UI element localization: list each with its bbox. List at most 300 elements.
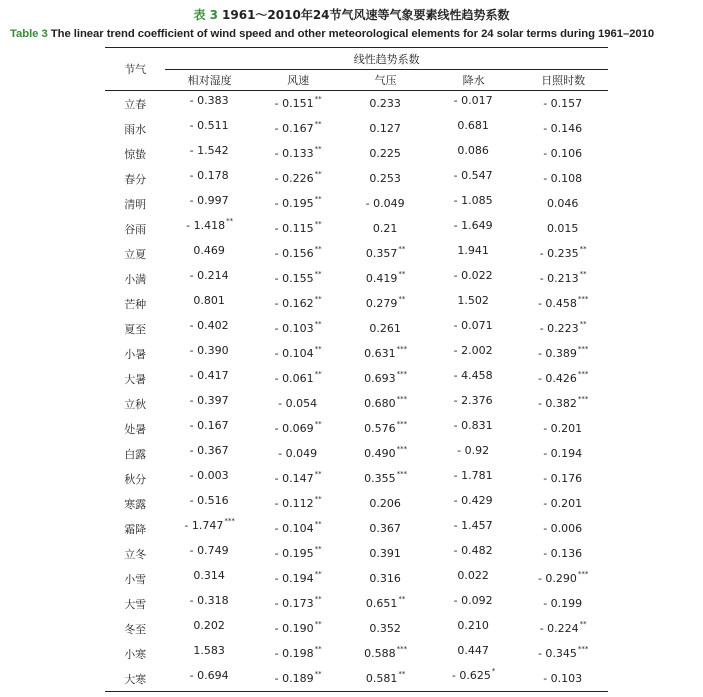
coefficient-value xyxy=(540,247,587,260)
wind-speed-cell xyxy=(254,616,343,641)
relative-humidity-cell xyxy=(165,641,254,666)
significance-marker: ** xyxy=(314,620,322,628)
coefficient-value xyxy=(364,347,407,360)
coefficient-value xyxy=(275,347,322,360)
wind-speed-cell xyxy=(254,116,343,141)
sunshine-hours-cell xyxy=(518,441,608,466)
coefficient-value xyxy=(366,272,406,285)
wind-speed-cell xyxy=(254,266,343,291)
relative-humidity-cell xyxy=(165,341,254,366)
air-pressure-cell xyxy=(342,316,428,341)
relative-humidity-cell xyxy=(165,366,254,391)
coefficient-number: 0.022 xyxy=(457,569,489,582)
coefficient-number: - 0.458 xyxy=(537,297,577,310)
coefficient-number: - 0.92 xyxy=(457,444,490,457)
significance-marker: ** xyxy=(398,295,406,303)
coefficient-value xyxy=(454,319,494,332)
coefficient-value xyxy=(275,172,322,185)
relative-humidity-cell xyxy=(165,516,254,541)
coefficient-number: - 0.547 xyxy=(453,169,493,182)
wind-speed-cell xyxy=(254,216,343,241)
precipitation-cell xyxy=(429,591,519,616)
coefficient-number: 0.206 xyxy=(369,497,401,510)
significance-marker: *** xyxy=(396,420,408,428)
coefficient-number: - 0.167 xyxy=(274,122,314,135)
table-row xyxy=(105,641,608,666)
coefficient-number: - 0.156 xyxy=(274,247,314,260)
coefficient-number: - 1.781 xyxy=(453,469,493,482)
coefficient-number: 0.046 xyxy=(546,197,579,210)
coefficient-number: 0.352 xyxy=(369,622,401,635)
significance-marker: *** xyxy=(577,345,589,353)
wind-speed-cell xyxy=(254,366,343,391)
coefficient-value xyxy=(366,197,406,210)
coefficient-value xyxy=(193,294,226,307)
coefficient-number: - 1.457 xyxy=(453,519,493,532)
significance-marker: ** xyxy=(314,195,322,203)
precipitation-cell xyxy=(429,291,519,316)
significance-marker: *** xyxy=(396,445,408,453)
precipitation-cell xyxy=(429,116,519,141)
coefficient-number: - 0.194 xyxy=(543,447,583,460)
trend-coefficient-table xyxy=(105,47,608,692)
table-row xyxy=(105,466,608,491)
coefficient-value xyxy=(364,397,407,410)
coefficient-number: - 0.104 xyxy=(274,347,314,360)
coefficient-value xyxy=(364,447,407,460)
air-pressure-cell xyxy=(342,466,428,491)
coefficient-value xyxy=(538,347,588,360)
coefficient-value xyxy=(278,447,318,460)
coefficient-number: - 0.235 xyxy=(539,247,579,260)
coefficient-number: 0.651 xyxy=(365,597,398,610)
precipitation-cell xyxy=(429,91,519,117)
coefficient-value xyxy=(540,322,587,335)
coefficient-number: - 1.542 xyxy=(189,144,229,157)
sunshine-hours-cell xyxy=(518,141,608,166)
coefficient-number: 1.502 xyxy=(457,294,489,307)
solar-term-cell: 清明 xyxy=(124,197,147,211)
coefficient-number: - 0.198 xyxy=(274,647,314,660)
coefficient-number: 0.316 xyxy=(369,572,401,585)
solar-term-cell: 秋分 xyxy=(124,472,147,486)
coefficient-number: 0.490 xyxy=(364,447,396,460)
coefficient-value xyxy=(543,472,583,485)
coefficient-number: - 0.417 xyxy=(189,369,229,382)
air-pressure-cell xyxy=(342,616,428,641)
coefficient-value xyxy=(452,669,495,682)
coefficient-value xyxy=(275,622,322,635)
coefficient-value xyxy=(543,597,583,610)
coefficient-value xyxy=(547,197,580,210)
significance-marker: ** xyxy=(579,270,587,278)
coefficient-value xyxy=(454,594,494,607)
coefficient-number: - 0.694 xyxy=(189,669,229,682)
coefficient-number: - 0.049 xyxy=(365,197,405,210)
header-precipitation: 降水 xyxy=(429,70,519,91)
coefficient-number: - 0.136 xyxy=(543,547,583,560)
wind-speed-cell xyxy=(254,466,343,491)
coefficient-value xyxy=(275,497,322,510)
sunshine-hours-cell xyxy=(518,116,608,141)
coefficient-number: - 0.103 xyxy=(543,672,583,685)
coefficient-number: - 0.397 xyxy=(189,394,229,407)
coefficient-number: 0.447 xyxy=(457,644,489,657)
table-row xyxy=(105,441,608,466)
coefficient-value xyxy=(366,247,406,260)
coefficient-value xyxy=(369,622,402,635)
sunshine-hours-cell xyxy=(518,366,608,391)
coefficient-number: - 0.367 xyxy=(189,444,229,457)
air-pressure-cell xyxy=(342,641,428,666)
significance-marker: ** xyxy=(226,217,234,225)
relative-humidity-cell xyxy=(165,591,254,616)
sunshine-hours-cell xyxy=(518,591,608,616)
coefficient-value xyxy=(275,647,322,660)
coefficient-value xyxy=(538,572,588,585)
coefficient-number: - 0.201 xyxy=(543,497,583,510)
coefficient-number: - 0.104 xyxy=(274,522,314,535)
coefficient-value xyxy=(275,197,322,210)
wind-speed-cell xyxy=(254,416,343,441)
coefficient-number: - 0.167 xyxy=(189,419,229,432)
header-solar-term: 节气 xyxy=(105,48,165,91)
relative-humidity-cell xyxy=(165,616,254,641)
air-pressure-cell xyxy=(342,241,428,266)
solar-term-cell: 寒露 xyxy=(124,497,147,511)
table-label-english: Table 3 xyxy=(10,28,48,40)
wind-speed-cell xyxy=(254,516,343,541)
coefficient-number: 1.583 xyxy=(193,644,225,657)
coefficient-number: - 0.178 xyxy=(189,169,229,182)
wind-speed-cell xyxy=(254,491,343,516)
coefficient-value xyxy=(369,172,402,185)
relative-humidity-cell xyxy=(165,266,254,291)
wind-speed-cell xyxy=(254,441,343,466)
coefficient-number: - 0.290 xyxy=(537,572,577,585)
table-title-chinese xyxy=(0,6,703,23)
coefficient-value xyxy=(193,619,226,632)
coefficient-value xyxy=(454,494,494,507)
coefficient-number: - 0.061 xyxy=(274,372,314,385)
precipitation-cell xyxy=(429,266,519,291)
significance-marker: ** xyxy=(398,245,406,253)
coefficient-number: - 0.092 xyxy=(453,594,493,607)
coefficient-value xyxy=(190,344,230,357)
coefficient-value xyxy=(190,419,230,432)
coefficient-number: 0.261 xyxy=(369,322,401,335)
sunshine-hours-cell xyxy=(518,91,608,117)
coefficient-value xyxy=(454,469,494,482)
coefficient-number: - 0.003 xyxy=(189,469,229,482)
relative-humidity-cell xyxy=(165,466,254,491)
coefficient-number: - 0.516 xyxy=(189,494,229,507)
significance-marker: ** xyxy=(314,470,322,478)
solar-term-cell: 小暑 xyxy=(124,347,147,361)
coefficient-value xyxy=(457,569,490,582)
coefficient-value xyxy=(364,422,407,435)
solar-term-cell: 冬至 xyxy=(124,622,147,636)
coefficient-number: - 0.223 xyxy=(539,322,579,335)
coefficient-number: 0.355 xyxy=(364,472,396,485)
coefficient-number: - 0.382 xyxy=(537,397,577,410)
coefficient-value xyxy=(190,394,230,407)
solar-term-cell: 雨水 xyxy=(124,122,147,136)
coefficient-number: - 0.022 xyxy=(453,269,493,282)
sunshine-hours-cell xyxy=(518,341,608,366)
relative-humidity-cell xyxy=(165,316,254,341)
table-body xyxy=(105,91,608,692)
coefficient-value xyxy=(457,294,490,307)
table-row xyxy=(105,491,608,516)
coefficient-value xyxy=(364,472,407,485)
significance-marker: *** xyxy=(396,645,408,653)
coefficient-value xyxy=(190,94,230,107)
coefficient-value xyxy=(369,322,402,335)
solar-term-cell: 小满 xyxy=(124,272,147,286)
coefficient-value xyxy=(275,372,322,385)
significance-marker: ** xyxy=(398,270,406,278)
air-pressure-cell xyxy=(342,341,428,366)
coefficient-number: 0.279 xyxy=(365,297,398,310)
coefficient-value xyxy=(538,397,588,410)
coefficient-value xyxy=(543,172,583,185)
coefficient-number: - 0.482 xyxy=(453,544,493,557)
coefficient-value xyxy=(369,547,402,560)
coefficient-value xyxy=(190,194,230,207)
coefficient-number: - 0.625 xyxy=(451,669,491,682)
significance-marker: ** xyxy=(579,245,587,253)
coefficient-number: 0.127 xyxy=(369,122,401,135)
coefficient-number: - 1.747 xyxy=(184,519,224,532)
coefficient-value xyxy=(369,522,402,535)
relative-humidity-cell xyxy=(165,441,254,466)
table-title-text-chinese: 1961～2010年24节气风速等气象要素线性趋势系数 xyxy=(222,8,510,22)
air-pressure-cell xyxy=(342,441,428,466)
solar-term-cell: 白露 xyxy=(124,447,147,461)
coefficient-value xyxy=(454,219,494,232)
header-relative-humidity: 相对湿度 xyxy=(165,70,254,91)
coefficient-value xyxy=(190,269,230,282)
coefficient-number: - 2.002 xyxy=(453,344,493,357)
solar-term-cell: 霜降 xyxy=(124,522,147,536)
table-title-text-english: The linear trend coefficient of wind speed and other meteorological elements for 24 solar terms during 1961–2010 xyxy=(50,28,655,40)
relative-humidity-cell xyxy=(165,491,254,516)
table-row xyxy=(105,516,608,541)
significance-marker: ** xyxy=(314,570,322,578)
table-row xyxy=(105,316,608,341)
coefficient-value xyxy=(543,447,583,460)
coefficient-number: 0.202 xyxy=(193,619,225,632)
wind-speed-cell xyxy=(254,141,343,166)
header-air-pressure: 气压 xyxy=(342,70,428,91)
coefficient-number: 0.391 xyxy=(369,547,401,560)
significance-marker: ** xyxy=(314,295,322,303)
precipitation-cell xyxy=(429,216,519,241)
coefficient-value xyxy=(543,672,583,685)
coefficient-value xyxy=(543,422,583,435)
coefficient-value xyxy=(538,297,588,310)
coefficient-value xyxy=(275,672,322,685)
coefficient-number: - 0.071 xyxy=(453,319,493,332)
coefficient-number: - 0.069 xyxy=(274,422,314,435)
relative-humidity-cell xyxy=(165,141,254,166)
sunshine-hours-cell xyxy=(518,316,608,341)
coefficient-number: 0.314 xyxy=(193,569,225,582)
sunshine-hours-cell xyxy=(518,666,608,692)
coefficient-number: 0.225 xyxy=(369,147,401,160)
coefficient-number: - 0.201 xyxy=(543,422,583,435)
sunshine-hours-cell xyxy=(518,516,608,541)
coefficient-number: 1.941 xyxy=(457,244,489,257)
air-pressure-cell xyxy=(342,266,428,291)
precipitation-cell xyxy=(429,516,519,541)
significance-marker: *** xyxy=(577,370,589,378)
coefficient-value xyxy=(190,319,230,332)
precipitation-cell xyxy=(429,616,519,641)
coefficient-value xyxy=(275,547,322,560)
relative-humidity-cell xyxy=(165,216,254,241)
table-row xyxy=(105,566,608,591)
significance-marker: ** xyxy=(314,420,322,428)
coefficient-number: - 1.418 xyxy=(186,219,226,232)
table-row xyxy=(105,216,608,241)
relative-humidity-cell xyxy=(165,166,254,191)
wind-speed-cell xyxy=(254,641,343,666)
air-pressure-cell xyxy=(342,666,428,692)
significance-marker: ** xyxy=(398,670,406,678)
table-row xyxy=(105,91,608,117)
table-row xyxy=(105,391,608,416)
coefficient-value xyxy=(369,122,402,135)
relative-humidity-cell xyxy=(165,91,254,117)
wind-speed-cell xyxy=(254,241,343,266)
solar-term-cell: 小雪 xyxy=(124,572,147,586)
coefficient-value xyxy=(278,397,318,410)
coefficient-value xyxy=(366,672,406,685)
table-row xyxy=(105,666,608,692)
coefficient-number: 0.693 xyxy=(364,372,396,385)
air-pressure-cell xyxy=(342,591,428,616)
table-row xyxy=(105,241,608,266)
precipitation-cell xyxy=(429,166,519,191)
wind-speed-cell xyxy=(254,291,343,316)
coefficient-number: - 0.224 xyxy=(539,622,579,635)
coefficient-value xyxy=(275,472,322,485)
coefficient-value xyxy=(543,122,583,135)
coefficient-value xyxy=(454,419,494,432)
coefficient-number: - 0.103 xyxy=(274,322,314,335)
coefficient-value xyxy=(457,244,490,257)
coefficient-value xyxy=(366,597,406,610)
coefficient-number: - 0.162 xyxy=(274,297,314,310)
coefficient-number: - 0.115 xyxy=(274,222,314,235)
solar-term-cell: 春分 xyxy=(124,172,147,186)
header-group-trend: 线性趋势系数 xyxy=(165,48,608,70)
significance-marker: ** xyxy=(579,320,587,328)
significance-marker: *** xyxy=(396,395,408,403)
coefficient-value xyxy=(190,594,230,607)
coefficient-value xyxy=(369,97,402,110)
coefficient-number: 0.581 xyxy=(365,672,398,685)
precipitation-cell xyxy=(429,341,519,366)
coefficient-value xyxy=(369,497,402,510)
air-pressure-cell xyxy=(342,291,428,316)
coefficient-number: - 0.017 xyxy=(453,94,493,107)
significance-marker: ** xyxy=(314,670,322,678)
significance-marker: ** xyxy=(314,345,322,353)
air-pressure-cell xyxy=(342,566,428,591)
coefficient-value xyxy=(190,544,230,557)
coefficient-value xyxy=(364,372,407,385)
sunshine-hours-cell xyxy=(518,541,608,566)
significance-marker: ** xyxy=(314,170,322,178)
precipitation-cell xyxy=(429,666,519,692)
coefficient-number: - 0.195 xyxy=(274,197,314,210)
relative-humidity-cell xyxy=(165,191,254,216)
wind-speed-cell xyxy=(254,666,343,692)
table-title-english xyxy=(10,28,700,40)
significance-marker: ** xyxy=(314,545,322,553)
coefficient-number: - 0.389 xyxy=(537,347,577,360)
coefficient-number: 0.469 xyxy=(193,244,225,257)
coefficient-number: - 0.214 xyxy=(189,269,229,282)
air-pressure-cell xyxy=(342,166,428,191)
solar-term-cell: 立秋 xyxy=(124,397,147,411)
coefficient-value xyxy=(190,144,230,157)
wind-speed-cell xyxy=(254,391,343,416)
air-pressure-cell xyxy=(342,116,428,141)
wind-speed-cell xyxy=(254,191,343,216)
significance-marker: *** xyxy=(577,645,589,653)
significance-marker: ** xyxy=(579,620,587,628)
precipitation-cell xyxy=(429,466,519,491)
coefficient-value xyxy=(275,422,322,435)
air-pressure-cell xyxy=(342,216,428,241)
solar-term-cell: 芒种 xyxy=(124,297,147,311)
header-wind-speed: 风速 xyxy=(254,70,343,91)
coefficient-number: - 0.426 xyxy=(537,372,577,385)
significance-marker: ** xyxy=(314,120,322,128)
coefficient-number: - 0.133 xyxy=(274,147,314,160)
coefficient-value xyxy=(186,219,233,232)
significance-marker: *** xyxy=(396,345,408,353)
coefficient-value xyxy=(275,572,322,585)
solar-term-cell: 大寒 xyxy=(105,666,165,692)
coefficient-number: - 0.997 xyxy=(189,194,229,207)
sunshine-hours-cell xyxy=(518,266,608,291)
coefficient-number: - 1.085 xyxy=(453,194,493,207)
precipitation-cell xyxy=(429,491,519,516)
sunshine-hours-cell xyxy=(518,566,608,591)
coefficient-number: - 0.831 xyxy=(453,419,493,432)
significance-marker: * xyxy=(491,667,496,675)
coefficient-value xyxy=(543,522,583,535)
coefficient-number: - 0.151 xyxy=(274,97,314,110)
coefficient-value xyxy=(457,644,490,657)
coefficient-number: - 0.383 xyxy=(189,94,229,107)
coefficient-number: - 1.649 xyxy=(453,219,493,232)
solar-term-cell: 谷雨 xyxy=(124,222,147,236)
coefficient-number: - 0.173 xyxy=(274,597,314,610)
table-row xyxy=(105,591,608,616)
significance-marker: ** xyxy=(314,270,322,278)
coefficient-number: 0.681 xyxy=(457,119,489,132)
coefficient-value xyxy=(190,119,230,132)
coefficient-value xyxy=(540,622,587,635)
wind-speed-cell xyxy=(254,566,343,591)
wind-speed-cell xyxy=(254,91,343,117)
